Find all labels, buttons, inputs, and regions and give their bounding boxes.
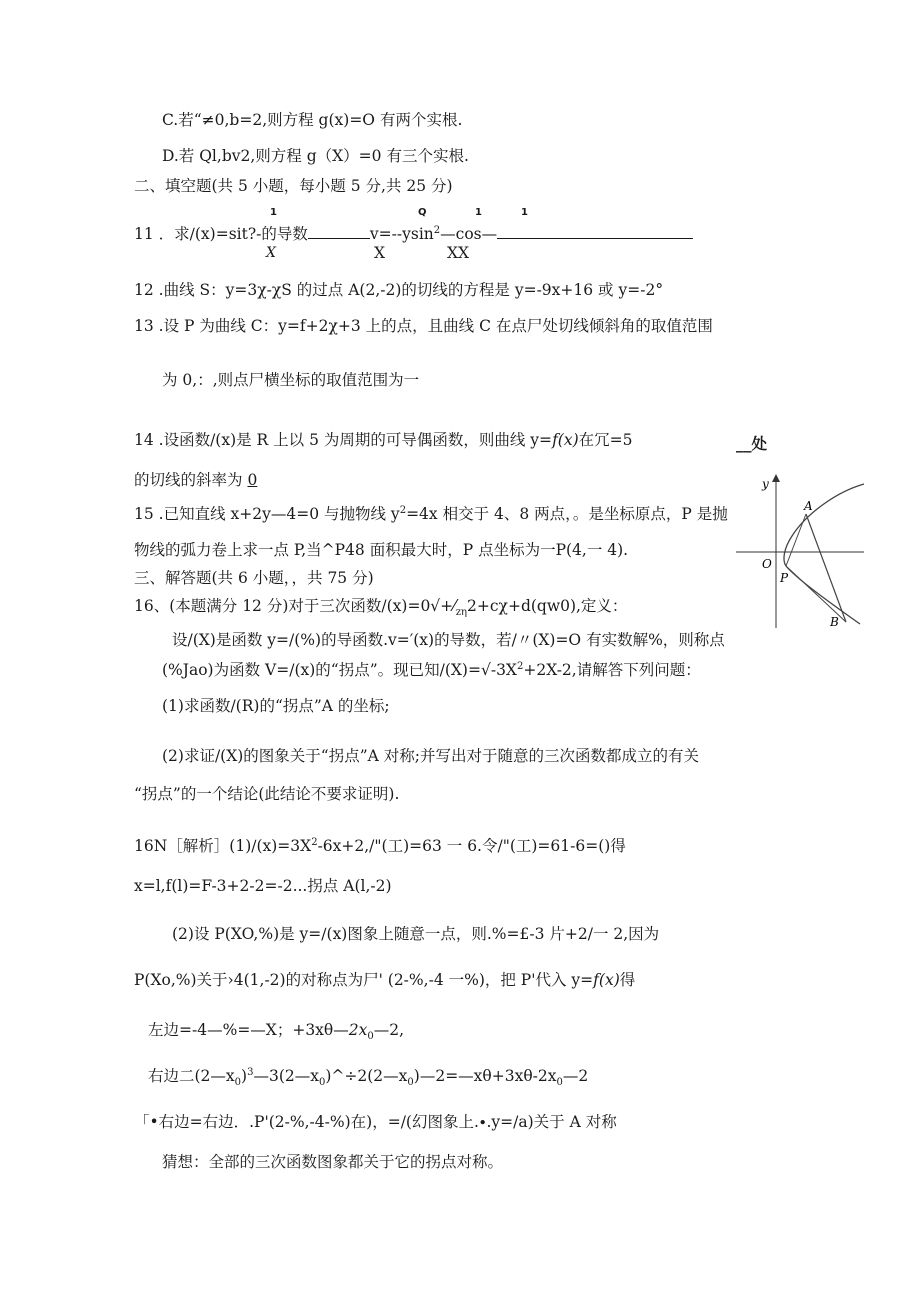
q11-answer-blank[interactable]: [308, 224, 370, 239]
sol1-text-end: -6x+2,/"(工)=63 一 6.令/"(工)=61-6=()得: [317, 837, 626, 855]
solution-line4: [134, 970, 635, 990]
q16-text-end: 2+cχ+d(qw0),定义：: [467, 597, 628, 615]
question-14-line2: [134, 470, 257, 490]
sol4-text: P(Xo,%)关于›4(1,-2)的对称点为尸' (2-%,-4 一%)，把 P'代入 y=: [134, 971, 594, 989]
q14-fx: f(x): [552, 431, 579, 449]
solution-right-side: [148, 1066, 589, 1089]
question-16-line3: [162, 660, 701, 680]
question-15-line2: 物线的弧力卷上求一点 P,当^P48 面积最大时，P 点坐标为一P(4,一 4).: [134, 541, 629, 559]
q11-small-mark: 1: [475, 207, 482, 218]
question-13-line1: 13 .设 P 为曲线 C：y=f+2χ+3 上的点，且曲线 C 在点尸处切线倾斜角的取值范围: [134, 317, 713, 335]
point-b-label: B: [830, 615, 839, 629]
q11-exponent: 2: [433, 224, 441, 236]
sol6-part: )—2=—xθ+3xθ-2x: [413, 1067, 557, 1085]
side-note: __处: [736, 435, 768, 453]
sol1-text: 16N［解析］(1)∕(x)=3X: [134, 837, 312, 855]
sol6-sub: 0: [407, 1077, 414, 1089]
sol6-part: )^÷2(2—x: [325, 1067, 408, 1085]
choice-d: D.若 Ql,bv2,则方程 g（X）=0 有三个实根.: [162, 147, 469, 165]
sol6-sup: 3: [247, 1066, 254, 1078]
sol4-text-end: 得: [619, 971, 636, 989]
q16-exponent: 2: [516, 660, 524, 672]
question-13-line2: 为 0,：,则点尸横坐标的取值范围为一: [162, 371, 420, 389]
question-16-line2: 设/(X)是函数 y=/(%)的导函数.v=′(x)的导数，若/〃(X)=O 有实数解%，则称点: [172, 631, 725, 649]
solution-line1: [134, 836, 626, 856]
question-16-part2-cont: “拐点”的一个结论(此结论不要求证明).: [134, 785, 400, 803]
q14-text: 14 .设函数/(x)是 R 上以 5 为周期的可导偶函数，则曲线 y=: [134, 431, 553, 449]
q11-expr: v=--ysin: [369, 225, 434, 243]
solution-line2: x=l,f(l)=F-3+2-2=-2...拐点 A(l,-2): [134, 877, 392, 895]
point-a-label: A: [804, 499, 813, 513]
question-16-part2: (2)求证/(X)的图象关于“拐点”A 对称;并写出对于随意的三次函数都成立的有关: [162, 747, 699, 765]
q11-answer-blank[interactable]: [497, 224, 693, 239]
solution-conjecture: 猜想：全部的三次函数图象都关于它的拐点对称。: [162, 1153, 504, 1171]
segment-pb: [786, 566, 846, 622]
solution-line7: 「•右边=右边．.P'(2-%,-4-%)在)，=/(幻图象上.∙.y=/a)关于 A 对称: [134, 1113, 617, 1131]
sol6-sub: 0: [318, 1077, 326, 1089]
origin-label: O: [762, 557, 772, 571]
q16-text: 16、(本题满分 12 分)对于三次函数/(x)=0√+⁄: [134, 597, 456, 615]
q11-text: 11 ．求∕(x)=sit?-的导数: [134, 225, 308, 243]
q11-denominator: XX: [447, 244, 470, 262]
q16-subscript: zη: [455, 607, 468, 619]
q11-denominator: X: [374, 244, 386, 262]
solution-left-side: [148, 1020, 405, 1043]
question-11: [134, 224, 693, 244]
section-3-heading: 三、解答题(共 6 小题，，共 75 分): [134, 569, 374, 587]
line-ab: [806, 514, 846, 622]
sol5-italic: 2x: [348, 1021, 368, 1039]
q14-answer: 0: [247, 471, 258, 489]
q15-text: 15 .已知直线 x+2y—4=0 与抛物线 y: [134, 505, 400, 523]
section-2-heading: 二、填空题(共 5 小题，每小题 5 分,共 25 分): [134, 177, 453, 195]
q15-exponent: 2: [399, 504, 407, 516]
q15-text-end: =4x 相交于 4、8 两点，。是坐标原点，P 是抛: [406, 505, 728, 523]
sol6-sub: 0: [556, 1077, 563, 1089]
sol6-part: —2: [562, 1067, 589, 1085]
q11-small-mark: 1: [270, 207, 277, 218]
q11-small-mark: Q: [418, 207, 427, 218]
q16-text3-end: +2X-2,请解答下列问题：: [523, 661, 701, 679]
sol5-text-end: —2,: [373, 1021, 405, 1039]
q11-denominator: X: [266, 245, 276, 261]
sol6-part: ): [241, 1067, 248, 1085]
q16-text3: (%Jao)为函数 V=/(x)的“拐点”。现已知/(X)=√-3X: [162, 661, 517, 679]
q11-small-mark: 1: [521, 207, 528, 218]
choice-c: C.若“≠0,b=2,则方程 g(x)=O 有两个实根.: [162, 111, 463, 129]
sol1-exponent: 2: [311, 836, 318, 848]
solution-line3: (2)设 P(XO,%)是 y=∕(x)图象上随意一点，则.%=£-3 片+2/一 2,因为: [172, 925, 660, 943]
sol5-subscript: 0: [367, 1031, 374, 1043]
question-14-line1: [134, 430, 633, 450]
question-16-part1: (1)求函数/(R)的“拐点”A 的坐标;: [162, 697, 390, 715]
sol5-text: 左边=-4—%=—X；+3xθ—: [148, 1021, 349, 1039]
axis-label-y: y: [762, 477, 769, 491]
q14-text2: 的切线的斜率为: [134, 471, 248, 489]
sol6-part: —3(2—x: [253, 1067, 319, 1085]
y-axis-arrow-icon: [772, 474, 780, 482]
point-p-label: P: [780, 571, 789, 585]
question-12: 12 .曲线 S：y=3χ-χS 的过点 A(2,-2)的切线的方程是 y=-9x+16 或 y=-2°: [134, 281, 664, 299]
sol6-sub: 0: [234, 1077, 242, 1089]
question-16-line1: [134, 596, 628, 619]
parabola-figure: [736, 474, 866, 630]
parabola-curve: [784, 484, 864, 624]
q11-expr-cos: —cos—: [440, 225, 498, 243]
sol4-fx: f(x): [593, 971, 620, 989]
question-15-line1: [134, 504, 728, 524]
q14-text-end: 在冗=5: [578, 431, 633, 449]
sol6-part: 右边二(2—x: [148, 1067, 235, 1085]
